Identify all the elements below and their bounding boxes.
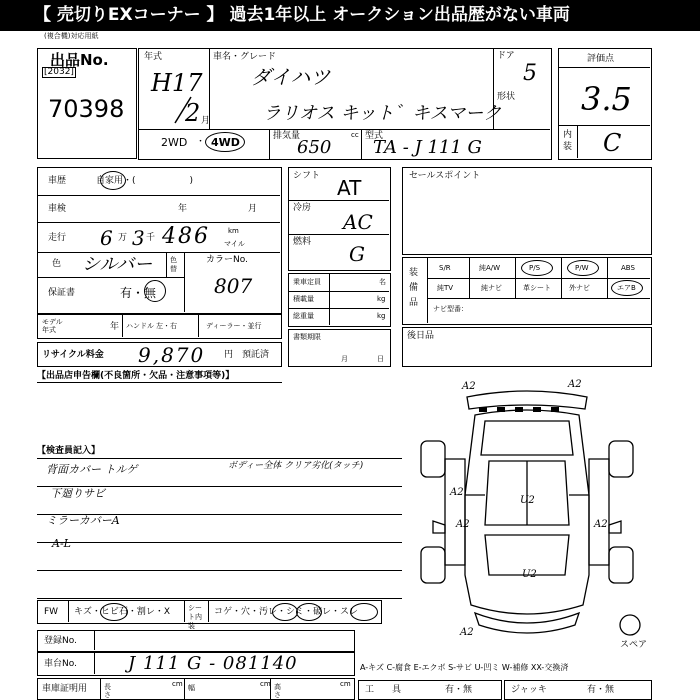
equip-ext-navi: 外ナビ (569, 284, 590, 292)
recycle-unit: 円 (224, 350, 234, 360)
seat-circle-2 (296, 603, 322, 621)
registration-row (37, 630, 355, 652)
mileage-rest: 486 (162, 224, 210, 249)
damage-mark-1: A2 (568, 379, 582, 390)
year-month-unit: 月 (201, 116, 211, 126)
equip-navi: 純ナビ (481, 284, 502, 292)
damage-mark-6: U2 (522, 569, 537, 580)
lot-code: [2032] (44, 67, 74, 77)
shape-label: 形状 (497, 92, 516, 102)
doors-label: ドア (497, 51, 515, 61)
jack-value: 有・無 (587, 685, 615, 695)
doc-deadline-box (288, 329, 391, 367)
fuel-label: 燃料 (293, 237, 312, 247)
tools-value: 有・無 (445, 685, 473, 695)
drive-4wd: 4WD (211, 136, 240, 149)
model-year-row (37, 314, 282, 339)
capacity-box (288, 273, 391, 327)
mileage-label: 走行 (48, 233, 67, 243)
score-box (558, 48, 652, 160)
capacity-unit-2: kg (377, 312, 386, 320)
lot-label: 出品No. (50, 51, 109, 69)
mileage-mile: マイル (224, 240, 245, 248)
post-items-box (402, 327, 652, 367)
model-year-label: モデル年式 (42, 318, 63, 334)
declaration-label: 【出品店申告欄(不良箇所・欠品・注意事項等)】 (37, 371, 235, 381)
history-label: 車歴 (48, 176, 67, 186)
cert-length-unit: cm (172, 680, 183, 688)
seat-label: シート内装 (188, 604, 202, 630)
inspection-label: 車検 (48, 204, 67, 214)
details-box (37, 167, 282, 314)
tools-row (358, 680, 502, 700)
inspector-note-3: A-L (52, 537, 71, 550)
mileage-man-unit: 万 (118, 233, 128, 243)
legend: A-キズ C-腐食 E-エクボ S-サビ U-凹ミ W-補修 XX-交換済 (360, 663, 569, 672)
interior-value: C (603, 129, 622, 157)
drive-sep: ・ (196, 137, 206, 147)
drive-2wd: 2WD (161, 136, 188, 149)
mileage-sen: 3 (132, 226, 145, 250)
drive-4wd-circle (205, 132, 245, 152)
year-month: 2 (185, 99, 201, 127)
model-code-value: TA - J 111 G (373, 137, 482, 158)
equip-abs: ABS (621, 264, 635, 272)
capacity-unit-1: kg (377, 295, 386, 303)
recycle-row (37, 342, 282, 367)
damage-mark-5: U2 (520, 495, 535, 506)
inspector-lines (37, 458, 402, 598)
inspector-label: 【検査員記入】 (37, 446, 101, 456)
cert-height-unit: cm (340, 680, 351, 688)
fw-label: FW (44, 607, 59, 617)
cert-length: 長さ (104, 683, 111, 699)
mileage-unit: km (228, 227, 239, 235)
warranty-circle (144, 280, 166, 302)
jack-row (504, 680, 652, 700)
fw-circle (100, 603, 128, 621)
banner (0, 0, 700, 31)
fw-row (37, 600, 382, 630)
model-code-label: 型式 (365, 131, 384, 141)
ac-value: AC (343, 210, 373, 234)
lot-box (37, 48, 137, 159)
score-label: 評価点 (587, 54, 615, 64)
doc-deadline-day: 日 (377, 355, 384, 363)
seat-circle-3 (350, 603, 378, 621)
fuel-value: G (349, 242, 365, 266)
model-make: ダイハツ (251, 65, 331, 89)
capacity-unit-0: 名 (379, 278, 386, 286)
equip-alloy: 純A/W (479, 264, 501, 272)
chassis-label: 車台No. (44, 659, 77, 669)
color-value: シルバー (82, 254, 153, 275)
warranty-label: 保証書 (48, 288, 76, 298)
history-options: 自家用・( ) (96, 176, 194, 186)
history-circle (100, 171, 126, 190)
color-code-label: カラーNo. (206, 255, 248, 265)
displacement-unit: cc (351, 131, 359, 139)
equip-leather: 革シート (523, 284, 551, 292)
inspector-note-right: ボディー全体 クリア劣化(タッチ) (228, 461, 364, 471)
warranty-value: 有・無 (120, 286, 157, 300)
score-value: 3.5 (581, 80, 632, 118)
model-year-unit: 年 (110, 322, 120, 332)
recycle-label: リサイクル料金 (42, 350, 104, 360)
inspector-note-0: 背面カバー トルゲ (46, 463, 138, 476)
equipment-label: 装備品 (409, 268, 419, 308)
color-label: 色 (52, 259, 62, 269)
recycle-value: 9,870 (138, 343, 206, 367)
displacement-label: 排気量 (273, 131, 301, 141)
equip-ps: P/S (529, 264, 541, 272)
sales-point-box (402, 167, 652, 255)
seat-circle-1 (272, 603, 298, 621)
ac-label: 冷房 (293, 203, 312, 213)
chassis-value: J 111 G - 081140 (128, 653, 298, 674)
form-subnote: (複合機)対応用紙 (44, 32, 99, 40)
inspection-year: 年 (178, 204, 188, 214)
color-change-label: 色替 (170, 256, 177, 273)
lot-number: 70398 (48, 95, 125, 123)
inspection-month: 月 (248, 204, 258, 214)
doc-deadline-label: 書類期限 (293, 333, 321, 341)
model-grade: ラリオス キット゛キスマーク (263, 103, 502, 124)
capacity-label-1: 積載量 (293, 295, 314, 303)
model-label: 車名・グレード (213, 52, 277, 62)
shift-label: シフト (293, 171, 321, 181)
dealer-label: ディーラー・並行 (206, 322, 262, 330)
seat-items: コゲ・穴・汚レ・シミ・破レ・スレ (214, 607, 359, 617)
inspector-note-1: 下廻りサビ (50, 487, 105, 500)
sales-point-label: セールスポイント (409, 171, 481, 181)
cert-width: 幅 (188, 684, 195, 692)
vehicle-main-box (138, 48, 552, 160)
mileage-sen-unit: 千 (146, 233, 156, 243)
jack-label: ジャッキ (511, 685, 547, 695)
car-damage-diagram (405, 375, 650, 655)
capacity-label-2: 総重量 (293, 312, 314, 320)
registration-label: 登録No. (44, 636, 77, 646)
handle-label: ハンドル (126, 322, 154, 330)
year-era: H17 (151, 69, 203, 97)
displacement-value: 650 (297, 137, 332, 158)
chassis-row (37, 652, 355, 676)
year-slash (169, 95, 199, 125)
tools-label: 工 具 (365, 685, 402, 695)
equip-pw-circle (567, 260, 599, 276)
capacity-label-0: 乗車定員 (293, 278, 321, 286)
fw-items: キズ・ヒビ石・割レ・X (74, 607, 170, 617)
vehicle-cert-label: 車庫証明用 (42, 684, 88, 694)
handle-options: 左・右 (156, 322, 177, 330)
equip-pw: P/W (575, 264, 589, 272)
year-label: 年式 (144, 52, 163, 62)
equip-airbag: エアB (617, 284, 636, 292)
equip-tv: 純TV (437, 284, 454, 292)
doors-value: 5 (523, 61, 537, 86)
banner-text: 【 売切りEXコーナー 】 過去1年以上 オークション出品歴がない車両 (34, 5, 570, 25)
equip-ps-circle (521, 260, 553, 276)
damage-mark-2: A2 (450, 487, 464, 498)
color-code: 807 (214, 274, 253, 298)
mileage-man: 6 (100, 226, 113, 250)
cert-width-unit: cm (260, 680, 271, 688)
equip-airbag-circle (611, 280, 643, 296)
doc-deadline-month: 月 (341, 355, 348, 363)
damage-mark-4: A2 (594, 519, 608, 530)
damage-mark-0: A2 (462, 381, 476, 392)
post-items-label: 後日品 (407, 331, 435, 341)
equipment-box (402, 257, 652, 325)
damage-mark-3: A2 (456, 519, 470, 530)
damage-mark-7: A2 (460, 627, 474, 638)
recycle-deposit: 預託済 (242, 350, 270, 360)
spare-label: スペア (620, 640, 648, 650)
shift-box (288, 167, 391, 271)
equip-sr: S/R (439, 264, 451, 272)
shift-value: AT (337, 176, 362, 200)
cert-height: 高さ (274, 683, 281, 699)
interior-label: 内装 (563, 130, 573, 152)
equip-navi-model: ナビ型番： (433, 305, 468, 313)
vehicle-cert-row (37, 678, 355, 700)
inspector-note-2: ミラーカバーA (46, 514, 120, 527)
